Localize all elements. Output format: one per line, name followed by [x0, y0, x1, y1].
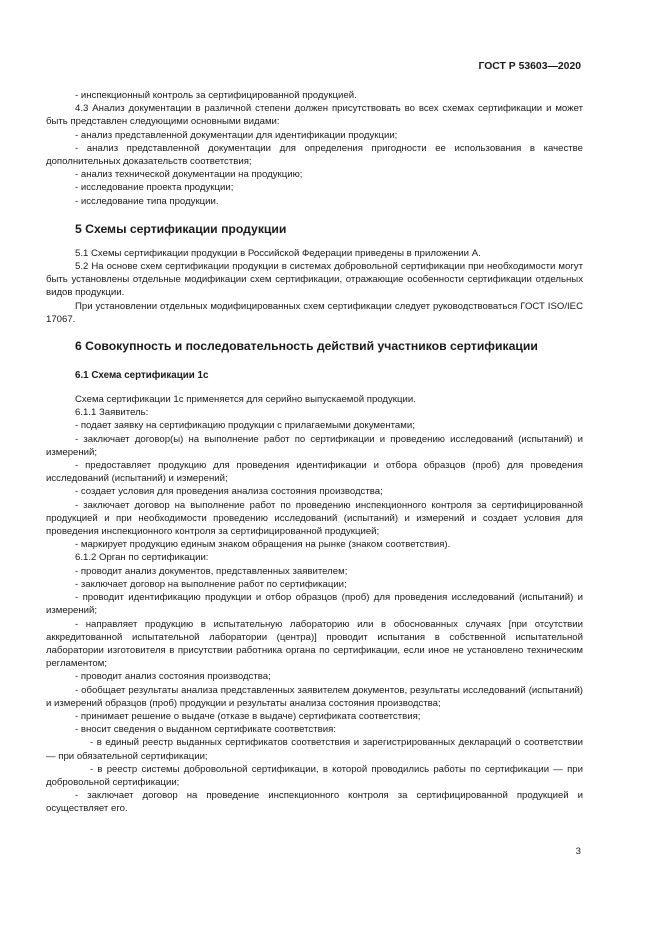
subsection-6-1-title: 6.1 Схема сертификации 1с: [75, 370, 209, 382]
list-item: - подает заявку на сертификацию продукции с прилагаемыми документами;: [75, 420, 415, 432]
list-item: - обобщает результаты анализа представленных заявителем документов, результаты исследований (испытаний) и измерений образцов (проб) продукции и результаты анализа состояния производства;: [46, 684, 583, 709]
list-item: - заключает договор на выполнение работ по сертификации;: [75, 578, 347, 590]
list-item: - направляет продукцию в испытательную лабораторию или в обоснованных случаях [при отсутствии аккредитованной испытательной лаборатории (центра)] проводит испытания в собственной испытательной лаборатории изготовителя в присутствии работника органа по сертификации, если иное не установлено техническим регламентом;: [46, 618, 583, 670]
list-item: - принимает решение о выдаче (отказе в выдаче) сертификата соответствия;: [75, 710, 421, 722]
list-item: - исследование проекта продукции;: [75, 182, 234, 194]
list-item: - предоставляет продукцию для проведения идентификации и отбора образцов (проб) для проведения исследований (испытаний) и измерений;: [46, 460, 583, 485]
sub-list-item: - в единый реестр выданных сертификатов соответствия и зарегистрированных деклараций о соответствии — при обязательной сертификации;: [46, 737, 583, 762]
paragraph: 6.1.2 Орган по сертификации:: [75, 552, 209, 564]
paragraph: Схема сертификации 1с применяется для серийно выпускаемой продукции.: [75, 394, 416, 406]
section-5-title: 5 Схемы сертификации продукции: [75, 221, 287, 236]
document-id: ГОСТ Р 53603—2020: [478, 61, 581, 72]
list-item: - заключает договор на выполнение работ по проведению инспекционного контроля за сертифицированной продукцией и при необходимости проведению исследований (испытаний) и измерений и создает условия для проведения инспекционного контроля за сертифицированной продукцией;: [46, 499, 583, 538]
sub-list-item: - в реестр системы добровольной сертификации, в которой проводились работы по сертификации — при добровольной сертификации;: [46, 763, 583, 788]
page-number: 3: [575, 846, 581, 857]
list-item: - заключает договор на проведение инспекционного контроля за сертифицированной продукцией и осуществляет его.: [46, 790, 583, 815]
paragraph: При установлении отдельных модифицированных схем сертификации следует руководствоваться ГОСТ ISO/IEC 17067.: [46, 300, 583, 325]
list-item: - анализ технической документации на продукцию;: [75, 169, 303, 181]
paragraph: - инспекционный контроль за сертифицированной продукцией.: [75, 90, 357, 101]
list-item: - проводит идентификацию продукции и отбор образцов (проб) для проведения исследований (испытаний) и измерений;: [46, 592, 583, 617]
list-item: - анализ представленной документации для определения пригодности ее использования в качестве дополнительных доказательств соответствия;: [46, 142, 583, 168]
paragraph: 4.3 Анализ документации в различной степени должен присутствовать во всех схемах сертификации и может быть представлен следующими основными видами:: [46, 103, 583, 128]
list-item: - вносит сведения о выданном сертификате соответствия:: [75, 724, 336, 736]
list-item: - заключает договор(ы) на выполнение работ по сертификации и проведению исследований (испытаний) и измерений;: [46, 433, 583, 458]
list-item: - маркирует продукцию единым знаком обращения на рынке (знаком соответствия).: [75, 539, 451, 551]
list-item: - проводит анализ состояния производства;: [75, 671, 271, 683]
list-item: - создает условия для проведения анализа состояния производства;: [75, 486, 383, 498]
list-item: - исследование типа продукции.: [75, 195, 219, 207]
paragraph: 5.1 Схемы сертификации продукции в Российской Федерации приведены в приложении А.: [75, 247, 481, 259]
list-item: - проводит анализ документов, представленных заявителем;: [75, 565, 348, 577]
paragraph: 5.2 На основе схем сертификации продукции в системах добровольной сертификации при необходимости могут быть установлены отдельные модификации схем сертификации, отражающие особенности сертификации отдельных видов продукции.: [46, 261, 583, 299]
list-item: - анализ представленной документации для идентификации продукции;: [75, 129, 398, 141]
paragraph: 6.1.1 Заявитель:: [75, 407, 149, 419]
page-content: [46, 89, 583, 816]
section-6-title: 6 Совокупность и последовательность действий участников сертификации: [75, 339, 538, 354]
